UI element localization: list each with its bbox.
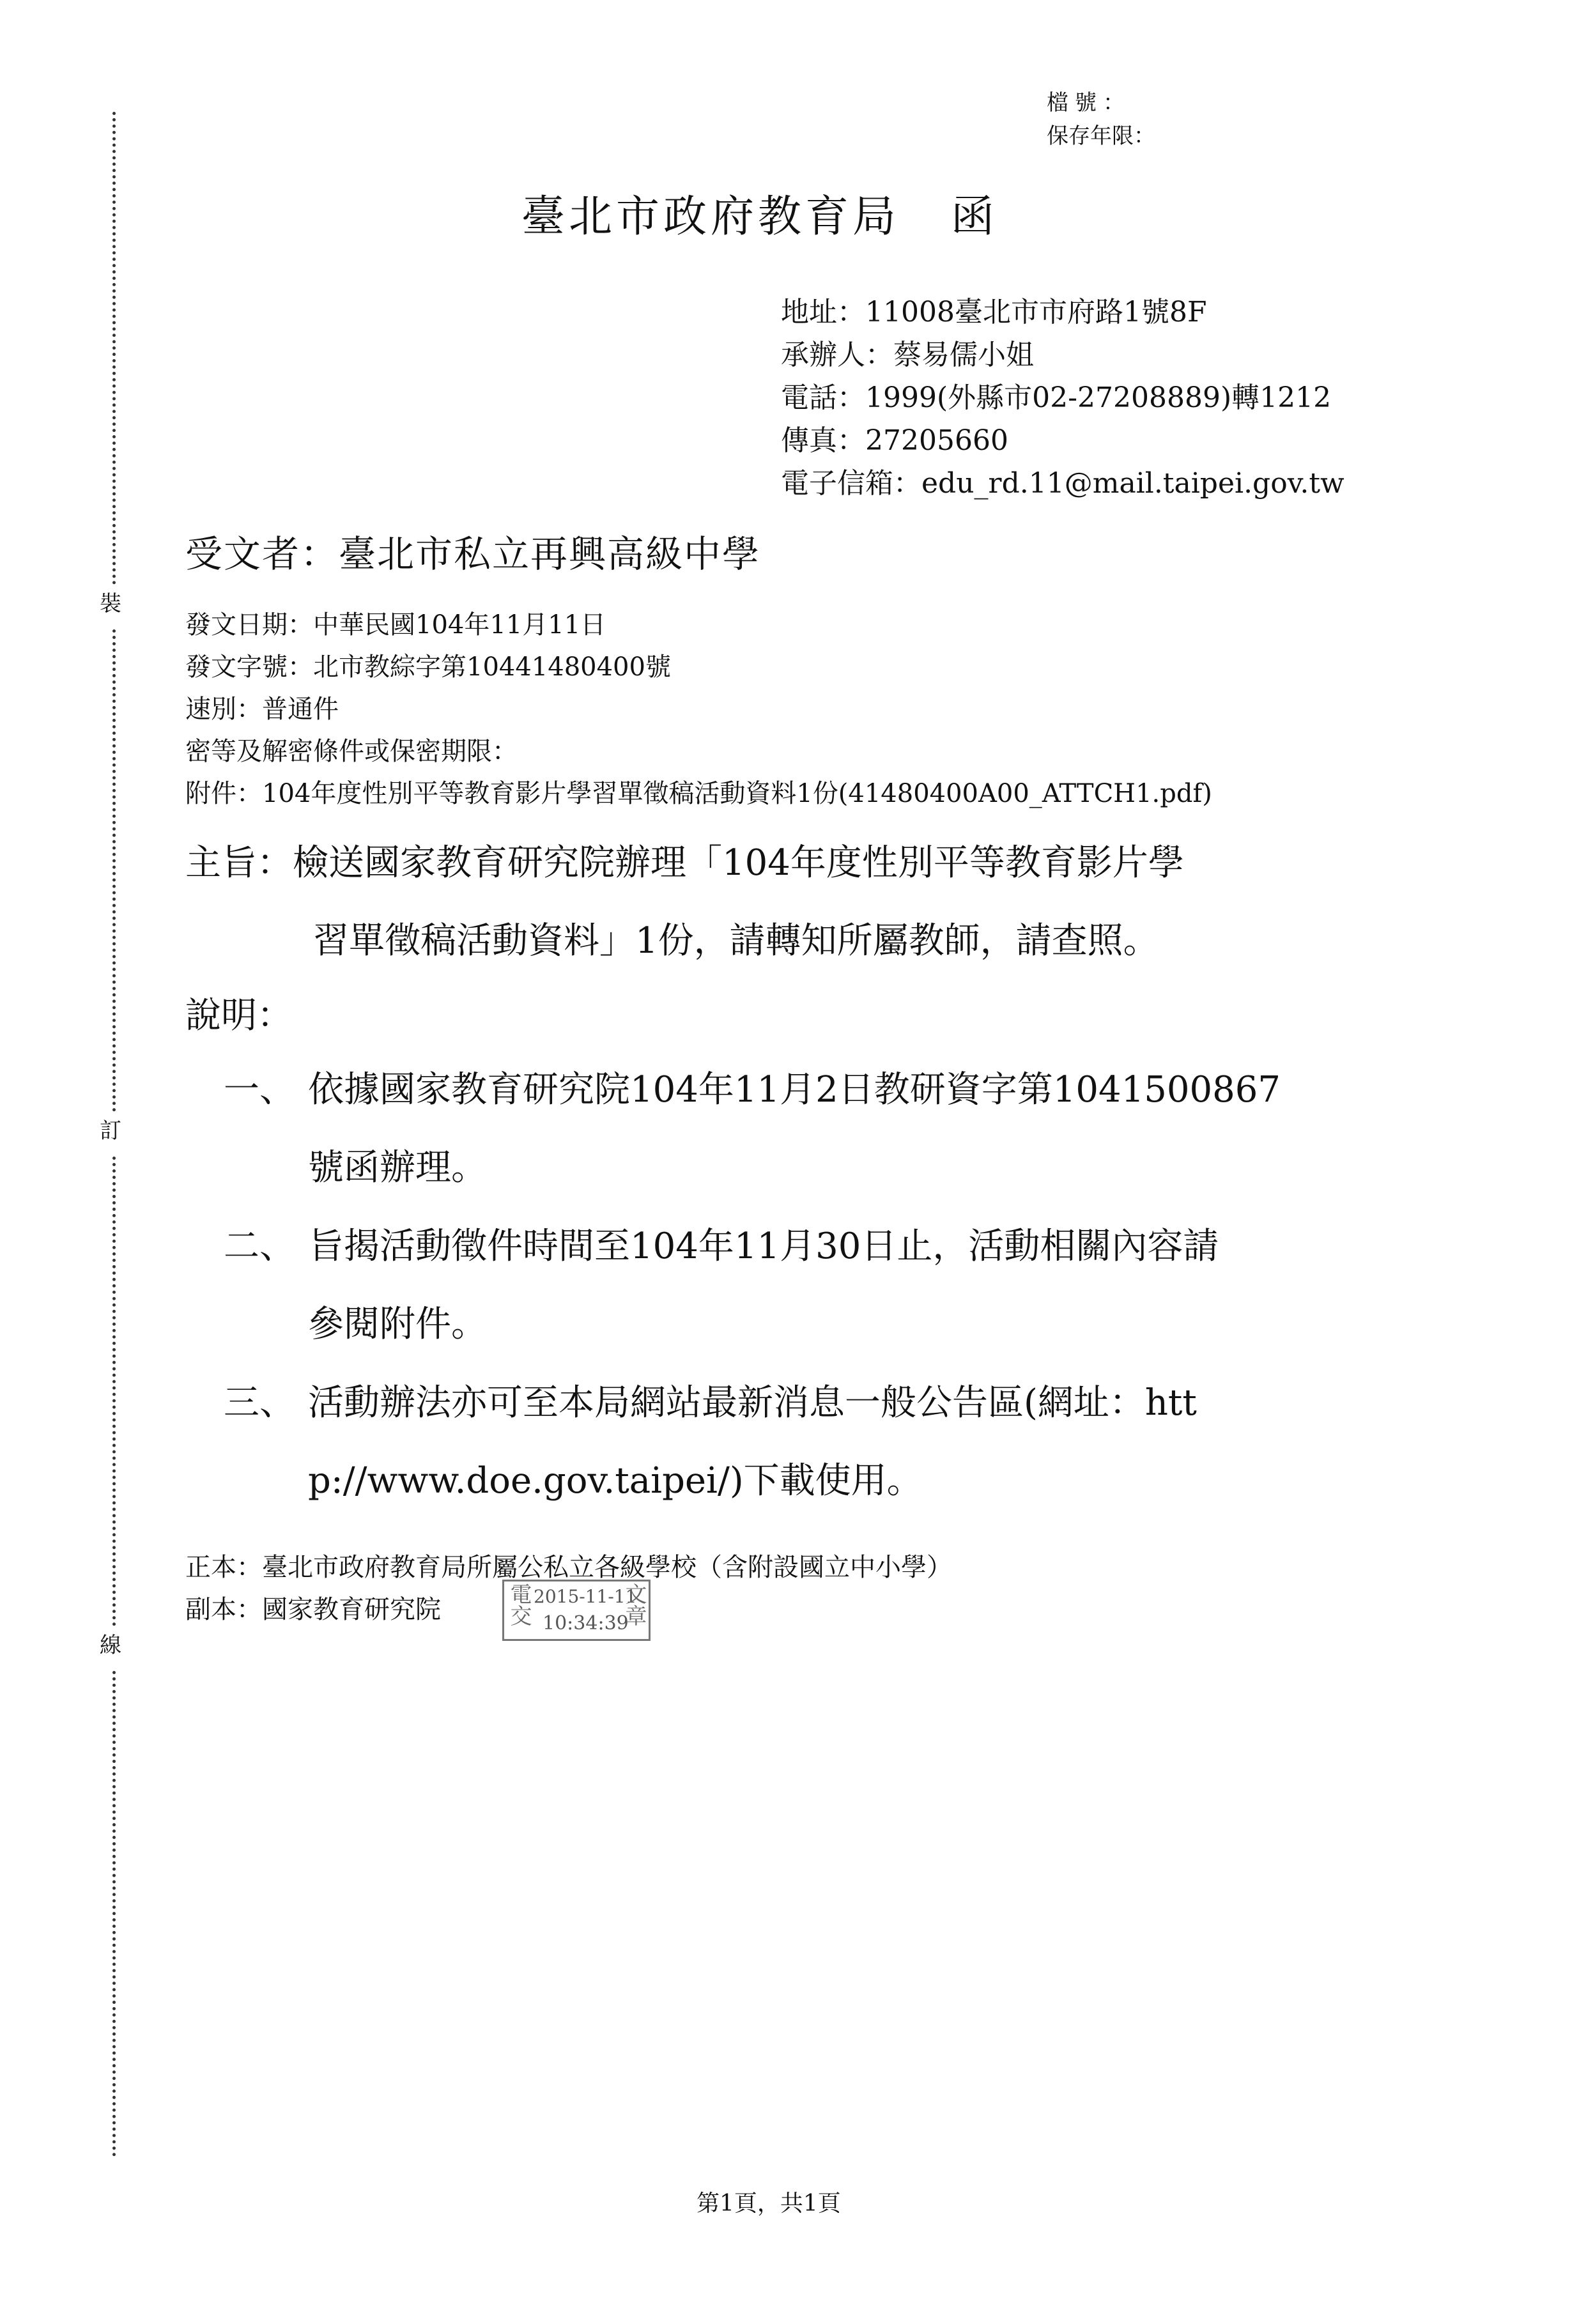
- delivery-speed: 速別：普通件: [185, 695, 339, 724]
- explanation-item-1: [224, 1051, 1281, 1207]
- secrecy-level: 密等及解密條件或保密期限：: [185, 737, 518, 766]
- electronic-stamp: [502, 1580, 651, 1641]
- stamp-right-text: 文章: [621, 1583, 647, 1626]
- agency-name: 臺北市政府教育局: [521, 192, 900, 242]
- binding-mark-zhuang: 裝: [100, 591, 121, 617]
- stamp-time: 10:34:39: [543, 1612, 629, 1635]
- document-type: 函: [951, 192, 999, 242]
- original-recipients: 正本：臺北市政府教育局所屬公私立各級學校（含附設國立中小學）: [185, 1553, 952, 1582]
- issue-date: 發文日期：中華民國104年11月11日: [185, 610, 606, 640]
- item-number: 二、: [224, 1226, 295, 1267]
- item-number: 一、: [224, 1069, 295, 1111]
- item-text-line-2: 號函辦理。: [308, 1147, 487, 1189]
- item-text-line-2: p://www.doe.gov.taipei/)下載使用。: [308, 1460, 923, 1502]
- binding-dotted-line-middle-1: [112, 629, 116, 1112]
- binding-mark-xian: 線: [100, 1633, 121, 1658]
- binding-dotted-line-bottom: [112, 1671, 116, 2157]
- fax: 傳真：27205660: [781, 424, 1008, 457]
- binding-mark-ding: 訂: [100, 1118, 121, 1144]
- email: 電子信箱：edu_rd.11@mail.taipei.gov.tw: [781, 467, 1344, 500]
- recipient: 受文者：臺北市私立再興高級中學: [185, 532, 761, 576]
- explanation-heading: 說明：: [185, 995, 293, 1036]
- file-number-label: 檔號：: [1047, 90, 1131, 116]
- stamp-date: 2015-11-11: [534, 1586, 637, 1607]
- document-number: 發文字號：北市教綜字第10441480400號: [185, 652, 671, 682]
- document-title: [521, 182, 998, 244]
- cc-recipients: 副本：國家教育研究院: [185, 1595, 441, 1624]
- file-info: [1047, 86, 1155, 153]
- phone: 電話：1999(外縣市02-27208889)轉1212: [781, 381, 1332, 414]
- binding-dotted-line-middle-2: [112, 1157, 116, 1626]
- subject: [185, 824, 1184, 980]
- subject-line-2: 習單徵稿活動資料」1份，請轉知所屬教師，請查照。: [313, 920, 1159, 962]
- item-text-line-2: 參閱附件。: [308, 1304, 487, 1345]
- explanation-item-3: [224, 1364, 1197, 1520]
- contact-block: [781, 291, 1344, 505]
- binding-dotted-line-top: [112, 112, 116, 585]
- address: 地址：11008臺北市市府路1號8F: [781, 296, 1207, 328]
- attachment: 附件：104年度性別平等教育影片學習單徵稿活動資料1份(41480400A00_ATTCH1.pdf): [185, 779, 1212, 808]
- subject-line-1: 主旨：檢送國家教育研究院辦理「104年度性別平等教育影片學: [185, 842, 1184, 884]
- document-meta: [185, 604, 1212, 815]
- handler: 承辦人：蔡易儒小姐: [781, 339, 1034, 371]
- item-text-line-1: 依據國家教育研究院104年11月2日教研資字第1041500867: [308, 1069, 1281, 1111]
- stamp-left-text: 電交: [506, 1583, 532, 1626]
- item-number: 三、: [224, 1382, 295, 1424]
- explanation-item-2: [224, 1208, 1219, 1364]
- page-number-footer: 第1頁，共1頁: [697, 2190, 841, 2217]
- item-text-line-1: 旨揭活動徵件時間至104年11月30日止，活動相關內容請: [308, 1226, 1219, 1267]
- retention-label: 保存年限：: [1047, 123, 1155, 149]
- item-text-line-1: 活動辦法亦可至本局網站最新消息一般公告區(網址：htt: [308, 1382, 1197, 1424]
